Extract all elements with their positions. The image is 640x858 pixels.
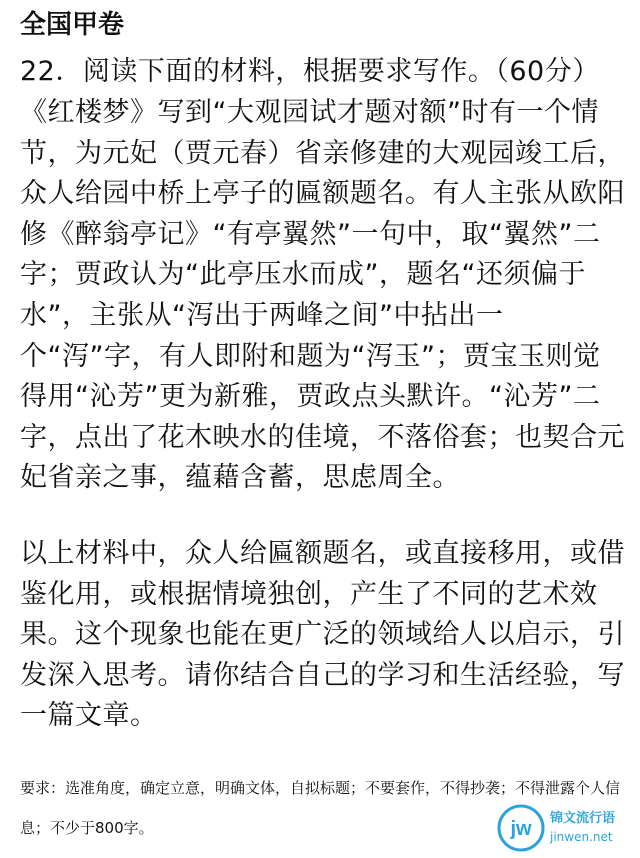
instruction-paragraph: 以上材料中，众人给匾额题名，或直接移用，或借鉴化用，或根据情境独创，产生了不同的艺术效果。这个现象也能在更广泛的领域给人以启示，引发深入思考。请你结合自己的学习和生活经验，写一篇文章。: [20, 538, 625, 732]
question-heading: 22．阅读下面的材料，根据要求写作。（60分）: [20, 56, 600, 87]
material-paragraph: 《红楼梦》写到“大观园试才题对额”时有一个情节，为元妃（贾元春）省亲修建的大观园竣工后，众人给园中桥上亭子的匾额题名。有人主张从欧阳修《醉翁亭记》“有亭翼然”一句中，取“翼然”二字；贾政认为“此亭压水而成”，题名“还须偏于水”，主张从“泻出于两峰之间”中拈出一个“泻”字，有人即附和题为“泻玉”；贾宝玉则觉得用“沁芳”更为新雅，贾政点头默许。“沁芳”二字，点出了花木映水的佳境，不落俗套；也契合元妃省亲之事，蕴藉含蓄，思虑周全。: [20, 97, 625, 494]
watermark-logo-icon: [496, 803, 546, 853]
watermark: [496, 802, 634, 854]
section-title: 全国甲卷: [20, 10, 125, 40]
watermark-site-name: 锦文流行语: [550, 811, 616, 826]
requirements-text: 要求：选准角度，确定立意，明确文体，自拟标题；不要套作，不得抄袭；不得泄露个人信息；不少于800字。: [20, 779, 621, 837]
svg-text:jw: jw: [510, 818, 532, 840]
watermark-url: jinwen.net: [550, 830, 613, 844]
